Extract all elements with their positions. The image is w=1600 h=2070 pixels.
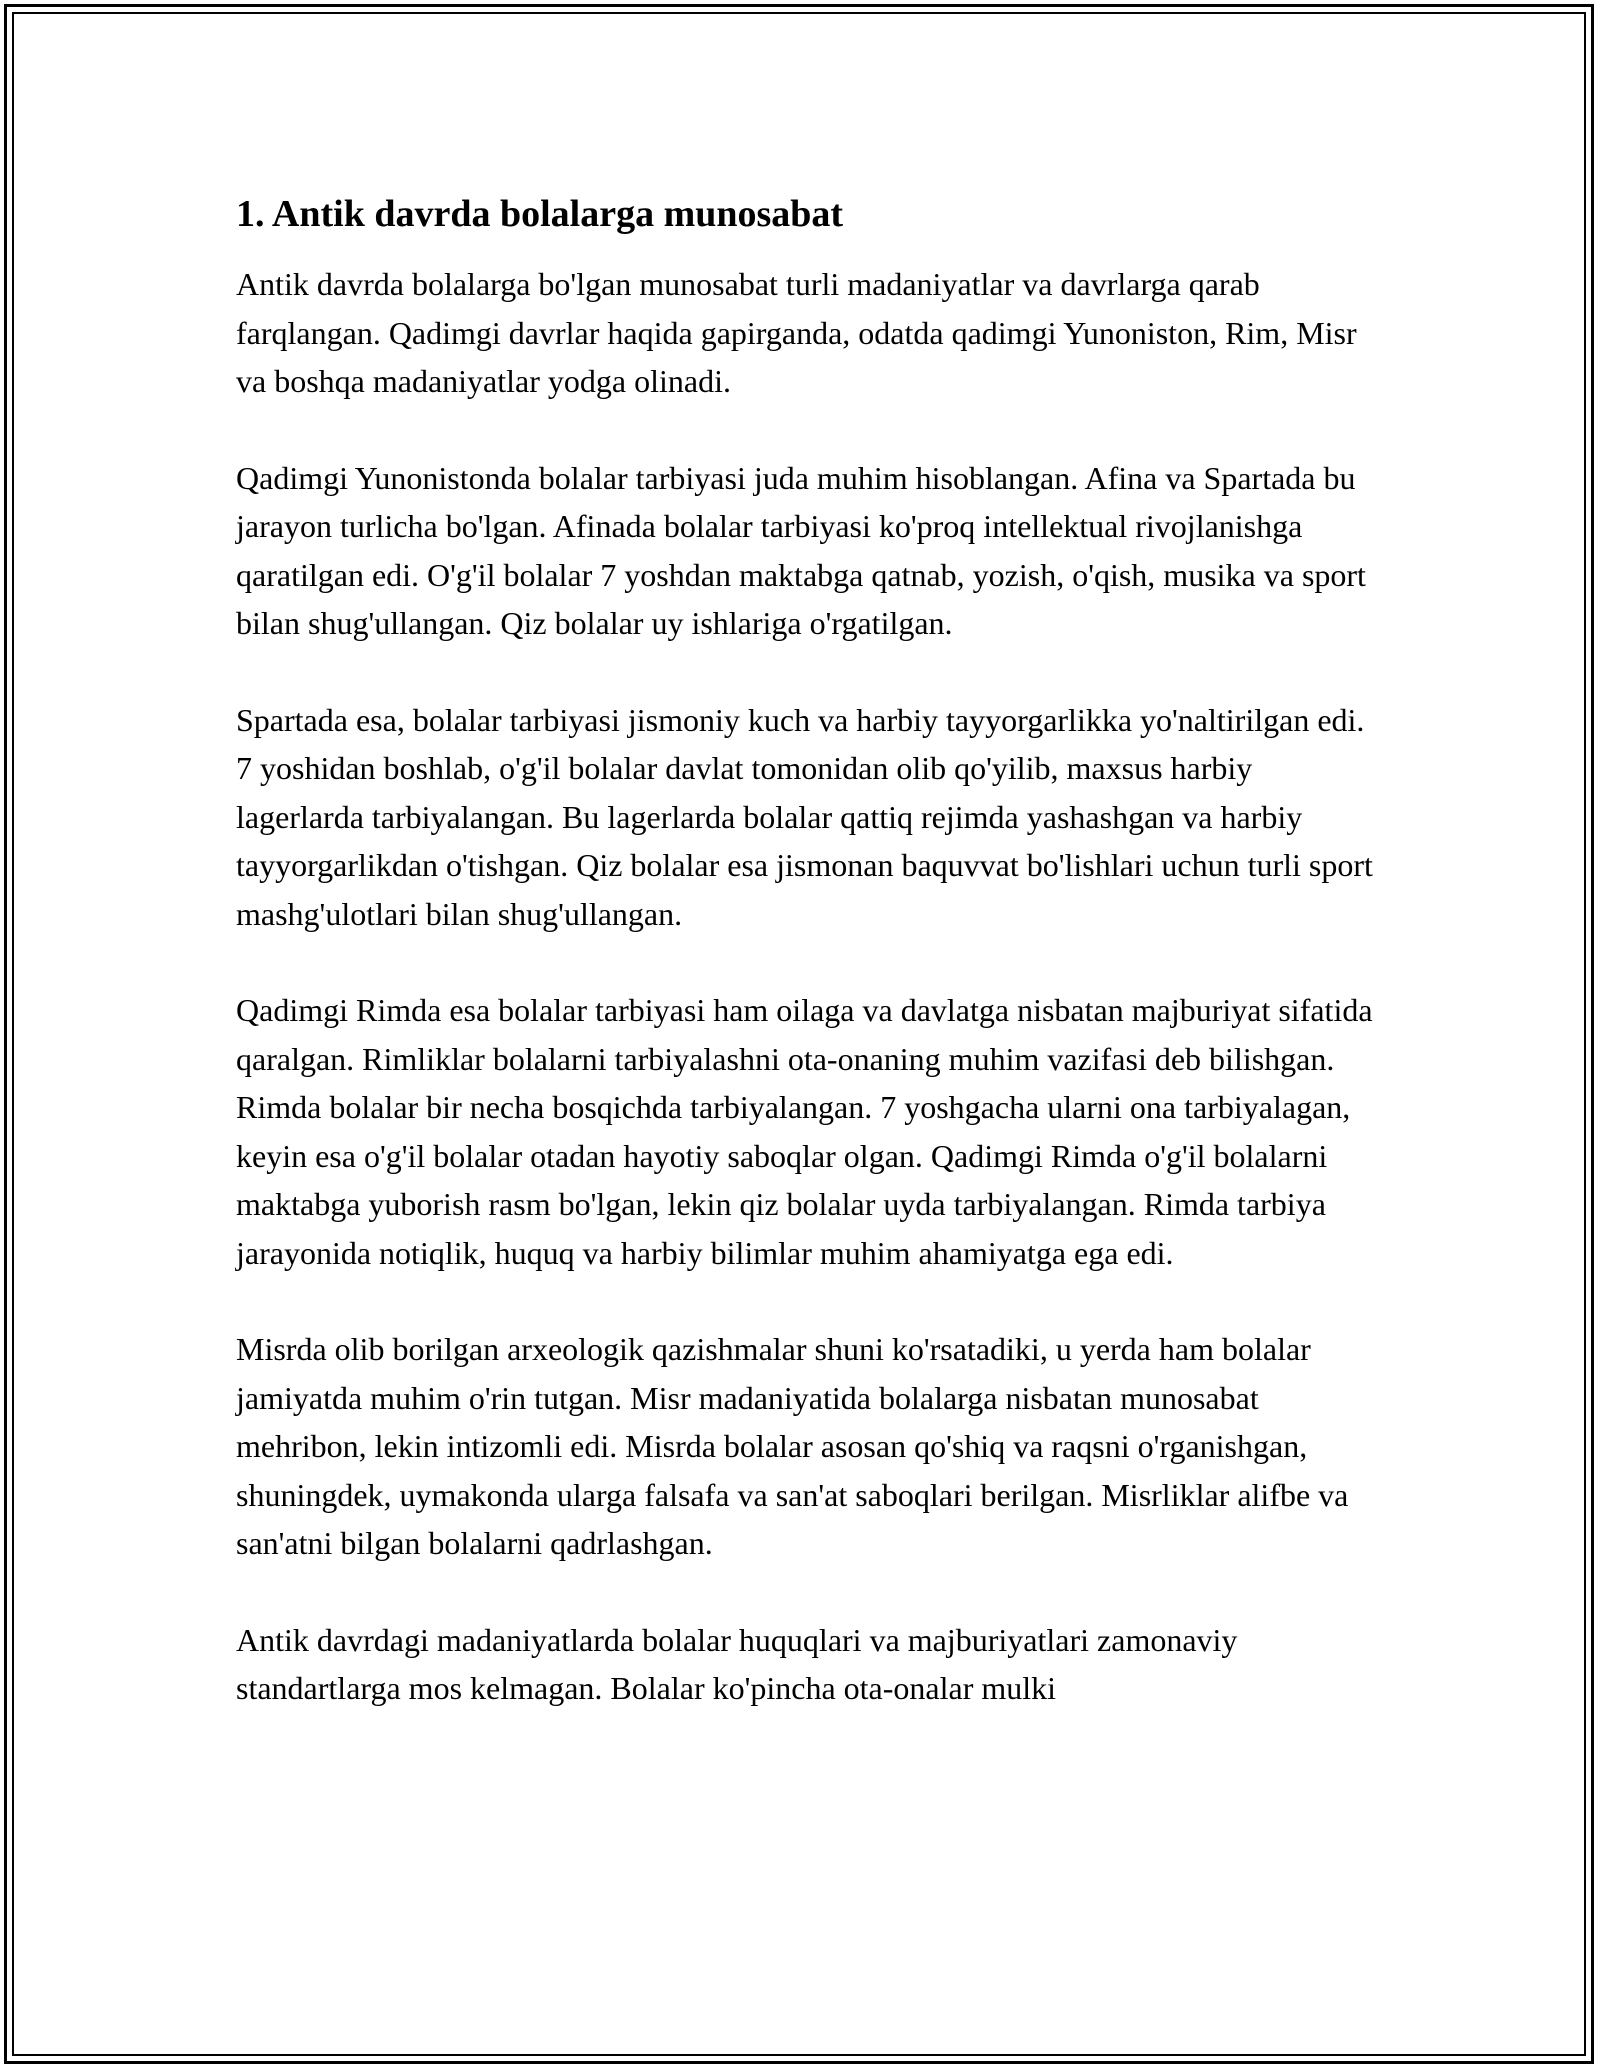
paragraph-rights: Antik davrdagi madaniyatlarda bolalar huquqlari va majburiyatlari zamonaviy standartlarga mos kelmagan. Bolalar ko'pincha ota-onalar mulki [236,1621,1238,1706]
document-body [236,188,1376,1761]
paragraph-greece: Qadimgi Yunonistonda bolalar tarbiyasi juda muhim hisoblangan. Afina va Spartada bu jarayon turlicha bo'lgan. Afinada bolalar tarbiyasi ko'proq intellektual rivojlanishga qaratilgan edi. O'g'il bolalar 7 yoshdan maktabga qatnab, yozish, o'qish, musika va sport bilan shug'ullangan. Qiz bolalar uy ishlariga o'rgatilgan. [236,459,1366,641]
section-title: 1. Antik davrda bolalarga munosabat [236,193,844,235]
paragraph-rome: Qadimgi Rimda esa bolalar tarbiyasi ham oilaga va davlatga nisbatan majburiyat sifatida qaralgan. Rimliklar bolalarni tarbiyalashni ota-onaning muhim vazifasi deb bilishgan. Rimda bolalar bir necha bosqichda tarbiyalangan. 7 yoshgacha ularni ona tarbiyalagan, keyin esa o'g'il bolalar otadan hayotiy saboqlar olgan. Qadimgi Rimda o'g'il bolalarni maktabga yuborish rasm bo'lgan, lekin qiz bolalar uyda tarbiyalangan. Rimda tarbiya jarayonida notiqlik, huquq va harbiy bilimlar muhim ahamiyatga ega edi. [236,992,1373,1271]
paragraph-intro: Antik davrda bolalarga bo'lgan munosabat turli madaniyatlar va davrlarga qarab farqlangan. Qadimgi davrlar haqida gapirganda, odatda qadimgi Yunoniston, Rim, Misr va boshqa madaniyatlar yodga olinadi. [236,266,1357,399]
paragraph-egypt: Misrda olib borilgan arxeologik qazishmalar shuni ko'rsatadiki, u yerda ham bolalar jamiyatda muhim o'rin tutgan. Misr madaniyatida bolalarga nisbatan munosabat mehribon, lekin intizomli edi. Misrda bolalar asosan qo'shiq va raqsni o'rganishgan, shuningdek, uymakonda ularga falsafa va san'at saboqlari berilgan. Misrliklar alifbe va san'atni bilgan bolalarni qadrlashgan. [236,1331,1349,1561]
paragraph-sparta: Spartada esa, bolalar tarbiyasi jismoniy kuch va harbiy tayyorgarlikka yo'naltirilgan edi. 7 yoshidan boshlab, o'g'il bolalar davlat tomonidan olib qo'yilib, maxsus harbiy lagerlarda tarbiyalangan. Bu lagerlarda bolalar qattiq rejimda yashashgan va harbiy tayyorgarlikdan o'tishgan. Qiz bolalar esa jismonan baquvvat bo'lishlari uchun turli sport mashg'ulotlari bilan shug'ullangan. [236,701,1373,932]
